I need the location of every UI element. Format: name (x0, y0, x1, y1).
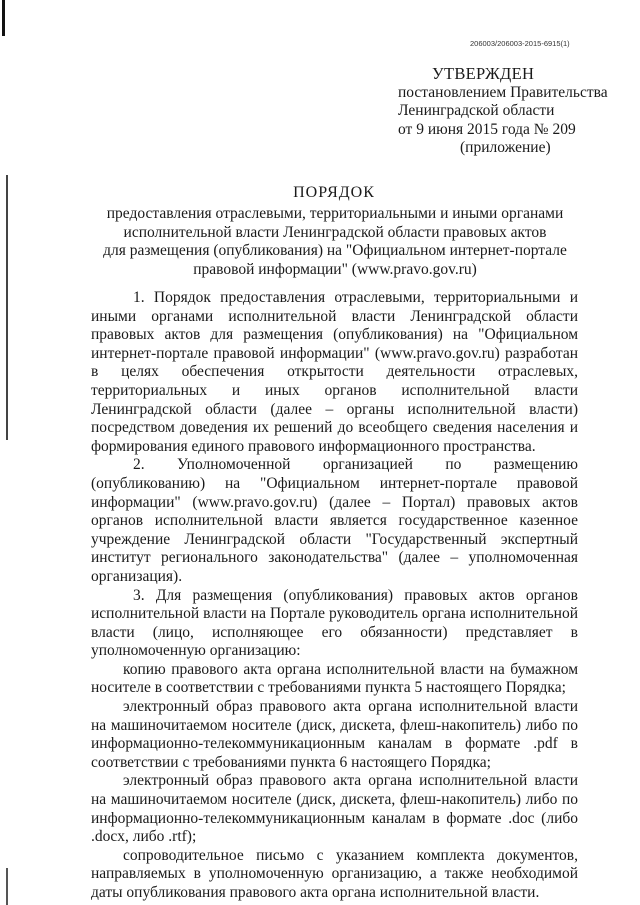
scan-edge-mark (6, 175, 8, 440)
approval-block (398, 65, 630, 158)
subtitle-line: правовой информации" (www.pravo.gov.ru) (193, 260, 477, 278)
paragraph: сопроводительное письмо с указанием комплекта документов, направляемых в уполномоченную организацию, а также необходимой даты опубликования правового акта органа исполнительной власти. (91, 846, 578, 901)
approval-line: (приложение) (460, 139, 551, 156)
approval-heading: УТВЕРЖДЕН (432, 64, 535, 83)
document-subtitle (95, 205, 575, 279)
paragraph: электронный образ правового акта органа исполнительной власти на машиночитаемом носителе (диск, дискета, флеш-накопитель) либо по информационно-телекоммуникационным каналам в формате .pdf в соответствии с требованиями пункта 6 настоящего Порядка; (91, 698, 578, 771)
subtitle-line: исполнительной власти Ленинградской области правовых актов (123, 223, 547, 241)
paragraph: 3. Для размещения (опубликования) правовых актов органов исполнительной власти на Портале руководитель органа исполнительной власти (лицо, исполняющее его обязанности) представляет в уполномоченную организацию: (91, 586, 578, 660)
subtitle-line: для размещения (опубликования) на "Официальном интернет-портале (103, 242, 567, 259)
paragraph: электронный образ правового акта органа исполнительной власти на машиночитаемом носителе (диск, дискета, флеш-накопитель) либо по информационно-телекоммуникационным каналам в формате .doc (либо .docx, либо .rtf); (91, 772, 578, 846)
approval-line: Ленинградской области (398, 102, 555, 119)
document-id: 206003/206003-2015-6915(1) (470, 39, 570, 48)
scan-edge-mark (2, 0, 5, 36)
paragraph: 1. Порядок предоставления отраслевыми, территориальными и иными органами исполнительной власти Ленинградской области правовых актов для размещения (опубликования) на "Официальном интернет-портале правовой информации" (www.pravo.gov.ru) разработан в целях обеспечения открытости деятельности отраслевых, территориальных и иных органов исполнительной власти Ленинградской области (далее – органы исполнительной власти) посредством доведения их решений до всеобщего сведения населения и формирования единого правового информационного пространства. (91, 289, 578, 455)
approval-line: от 9 июня 2015 года № 209 (398, 120, 576, 138)
subtitle-line: предоставления отраслевыми, территориальными и иными органами (106, 205, 564, 222)
paragraph: 2. Уполномоченной организацией по размещению (опубликованию) на "Официальном интернет-портале правовой информации" (www.pravo.gov.ru) (далее – Портал) правовых актов органов исполнительной власти является государственное казенное учреждение Ленинградской области "Государственный экспертный институт регионального законодательства" (далее – уполномоченная организация). (91, 456, 578, 585)
document-title: ПОРЯДОК (293, 184, 375, 201)
document-body (91, 289, 578, 903)
paragraph: копию правового акта органа исполнительной власти на бумажном носителе в соответствии с требованиями пункта 5 настоящего Порядка; (91, 660, 578, 697)
scan-edge-mark (6, 868, 8, 905)
approval-line: постановлением Правительства (398, 83, 608, 101)
